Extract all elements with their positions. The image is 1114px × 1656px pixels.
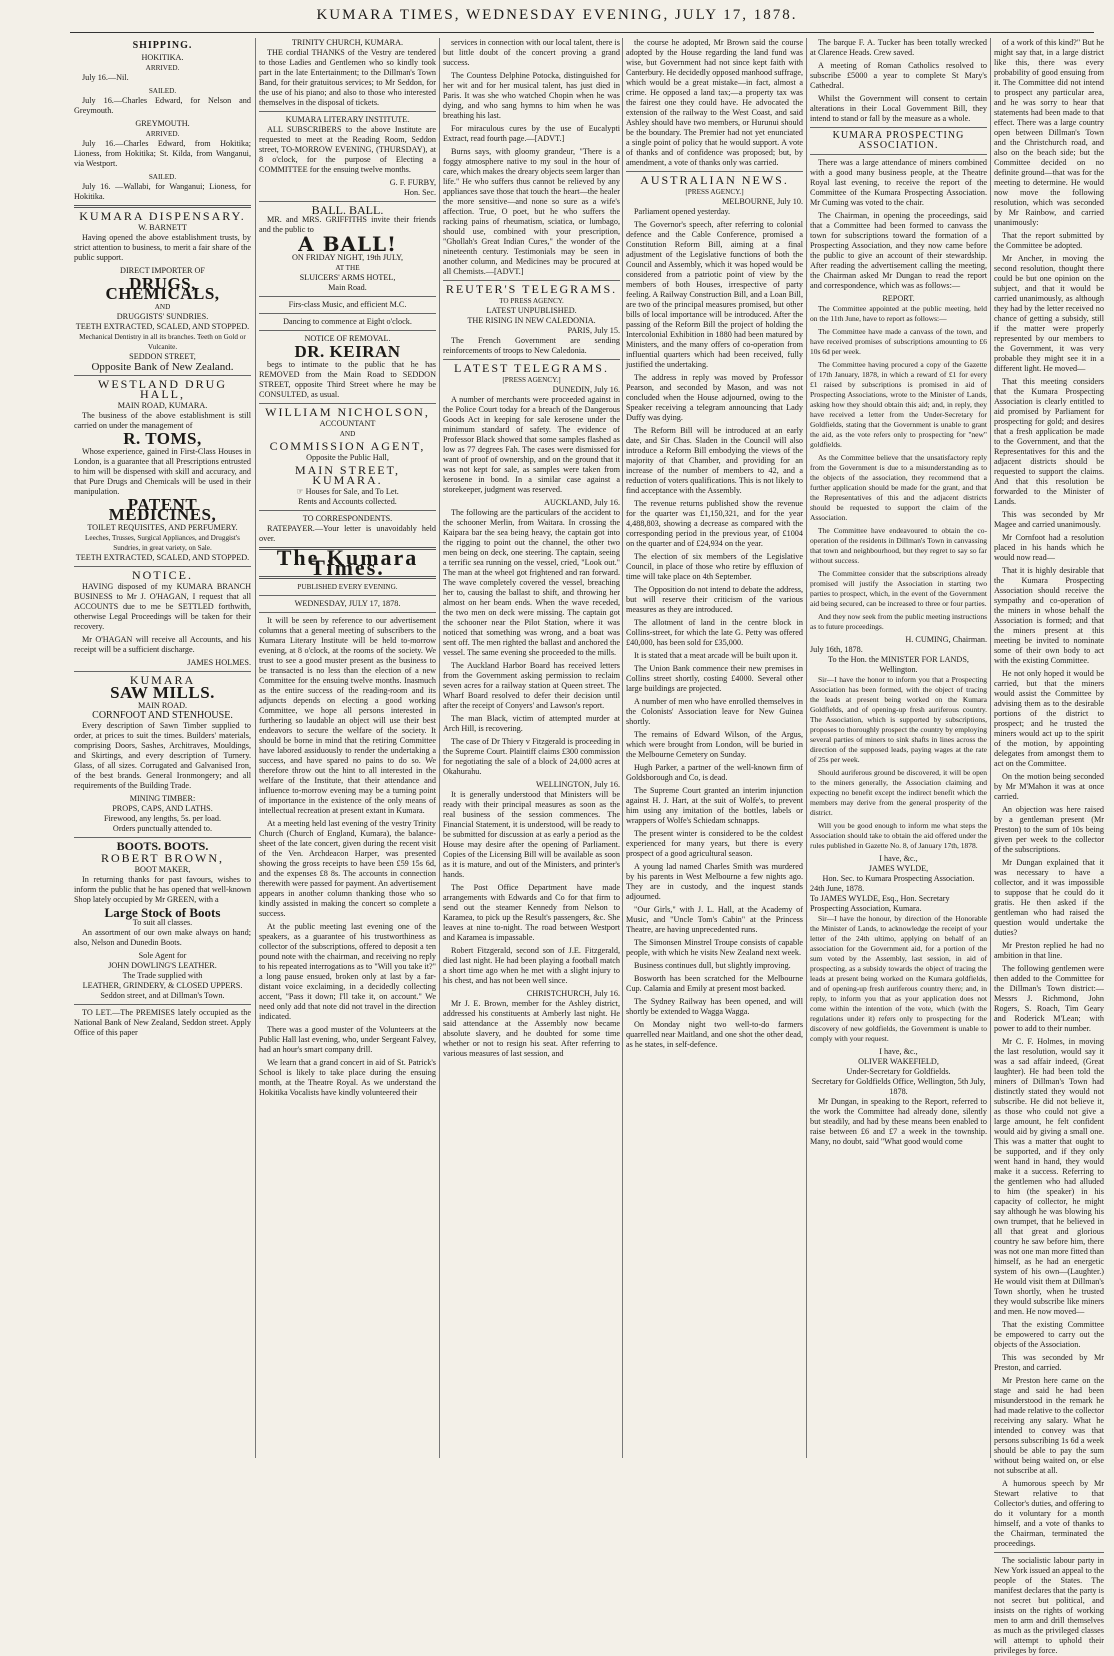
subhead: REPORT. — [882, 294, 915, 303]
article-text: The allotment of land in the centre block in Collins-street, for which the late G. Petty was offered £40,000, has been sold for £35,000. — [626, 618, 803, 647]
letter-text: Sir—I have the honour, by direction of the Honorable the Minister of Lands, to acknowledge the receipt of your letter of the 24th ultimo, applying on behalf of an association for the Government aid, for a portion of the sum voted by the Assembly, last session, in aid of prospecting, as a subsidy towards the object of tracing the leads at present being worked on the Kumara goldfields, and of opening-up fresh auriferous country there; and, in reply, to inform you that as your application does not come within the intention of the vote, which (with the regulations under it) refers only to prospecting for the discovery of new goldfields, the Government is unable to comply with your request. — [810, 914, 987, 1043]
ad-line: AT THE — [335, 264, 360, 272]
column-rule — [990, 38, 991, 1458]
article-text: The Simonsen Minstrel Troupe consists of capable people, with which he visits New Zealand next week. — [626, 938, 803, 957]
column-5 — [810, 38, 987, 1458]
ad-text: An assortment of our own make always on hand; also, Nelson and Dunedin Boots. — [74, 928, 251, 947]
divider — [259, 612, 436, 613]
resolution-text: That the existing Committee be empowered to carry out the objects of the Association. — [994, 1320, 1104, 1349]
article-text: Mr Dungan explained that it was necessary to have a collector, and it was impossible to suppose that he could do it gratis. He then asked if the gentleman who had raised the question would undertake the duties? — [994, 858, 1104, 937]
ad-line: JOHN DOWLING'S LEATHER. — [108, 961, 217, 970]
ad-name: W. BARNETT — [138, 223, 187, 232]
ad-line: SEDDON STREET, — [129, 352, 196, 361]
article-text: The Sydney Railway has been opened, and will shortly be extended to Wagga Wagga. — [626, 997, 803, 1016]
article-text: The case of Dr Thiery v Fitzgerald is proceeding in the Supreme Court. Plaintiff claims £300 commission for negotiating the sale of a block of 24,000 acres at Okahurahu. — [443, 737, 620, 776]
ad-text: Mr O'HAGAN will receive all Accounts, and his receipt will be a sufficient discharge. — [74, 635, 251, 654]
editorial-text: At the public meeting last evening one of the speakers, as a guarantee of his trustworthiness as collector of the subscriptions, offered to deposit a ten pound note with the chairman, and receiving no reply to his repeated interrogations as to "Will you take it?" a long pause ensued, broken only at last by a far-distant voice exclaiming, in a decidedly collecting accent, "Pass it down; I'll take it, on account." We need only add that note did not travel in the direction indicated. — [259, 922, 436, 1021]
letter-text: Will you be good enough to inform me what steps the Association should take to obtain the aid offered under the rules published in Gazette No. 8, of January 17th, 1878. — [810, 821, 987, 850]
ad-text: THE cordial THANKS of the Vestry are tendered to those Ladies and Gentlemen who so kindly took part in the late Entertainment; to the Dillman's Town Band, for their gratuitous services; to Mr Seddon, for the use of his piano; and also to those who interested themselves in the disposal of tickets. — [259, 48, 436, 107]
article-text: The address in reply was moved by Professor Pearson, and seconded by Mason, and was not concluded when the House adjourned, owing to the Speaker receiving a telegram announcing that Lady Duffy was dying. — [626, 373, 803, 422]
ad-text: MR. and MRS. GRIFFITHS invite their friends and the public to — [259, 215, 436, 234]
report-text: And they now seek from the public meeting instructions as to future proceedings. — [810, 612, 987, 631]
publication-line: PUBLISHED EVERY EVENING. — [297, 583, 398, 591]
dateline: PARIS, July 15. — [567, 326, 620, 335]
divider — [443, 280, 620, 281]
ad-line: LEATHER, GRINDERY, & CLOSED UPPERS. — [82, 981, 243, 990]
divider — [259, 510, 436, 511]
ad-display: PATENT MEDICINES, — [108, 495, 217, 524]
ad-line: Orders punctually attended to. — [112, 824, 213, 833]
article-text: The French Government are sending reinforcements of troops to New Caledonia. — [443, 336, 620, 355]
letter-text: Sir—I have the honor to inform you that a Prospecting Association has been formed, with the object of tracing the leads at present being worked on the Kumara Goldfields, and of opening-up fresh auriferous country. The Association, which is supported by subscriptions, proposes to thoroughly prospect the country by employing several parties of miners to sink shafts in lines across the direction of the supposed leads, paying wages at the rate of 25s per week. — [810, 675, 987, 764]
ad-line: TEETH EXTRACTED, SCALED, AND STOPPED. — [75, 322, 250, 331]
article-text: Robert Fitzgerald, second son of J.E. Fitzgerald, died last night. He had been playing a football match a short time ago when he met with a slight injury to his chest, and has not been well since. — [443, 946, 620, 985]
article-text: The Union Bank commence their new premises in Collins street shortly, costing £4000. Several other large buildings are projected. — [626, 664, 803, 693]
article-text: Hugh Parker, a partner of the well-known firm of Goldsborough and Co, is dead. — [626, 763, 803, 782]
ad-text: TO LET.—The PREMISES lately occupied as the National Bank of New Zealand, Seddon street. Apply Office of this paper — [74, 1008, 251, 1037]
subhead: [PRESS AGENCY.] — [502, 376, 561, 384]
column-rule — [255, 38, 256, 1458]
article-text: He not only hoped it would be carried, but that the miners would assist the Committee by advising them as to the desirable portions of the district to prospect; and he trusted the miners would act up to the spirit of the motion, by appointing delegates from amongst them to act on the Committee. — [994, 669, 1104, 768]
ad-line: Firewood, any lengths, 5s. per load. — [103, 814, 222, 823]
divider — [259, 595, 436, 596]
article-text: The Chairman, in opening the proceedings, said that a Committee had been formed to canvass the town for subscriptions toward the formation of a Prospecting Association, and they now came before the public to give an account of their stewardship. After reading the advertisement calling the meeting, the Chairman asked Mr Dungan to read the report and correspondence, which was as follows:— — [810, 211, 987, 290]
ad-line: COMMISSION AGENT, — [269, 439, 426, 453]
dateline: WELLINGTON, July 16. — [536, 780, 620, 789]
ad-heading: NOTICE OF REMOVAL. — [304, 334, 391, 343]
divider — [74, 1004, 251, 1005]
resolution-text: That the report submitted by the Committee be adopted. — [994, 231, 1104, 250]
divider — [443, 359, 620, 360]
column-6 — [994, 38, 1104, 1655]
article-text: The barque F. A. Tucker has been totally wrecked at Clarence Heads. Crew saved. — [810, 38, 987, 57]
column-rule — [806, 38, 807, 1458]
ad-text: Having opened the above establishment trusts, by strict attention to business, to merit a fair share of the public support. — [74, 233, 251, 262]
ad-line: The Trade supplied with — [122, 971, 203, 980]
article-text: Mr J. E. Brown, member for the Ashley district, addressed his constituents at Amberly last night. He said attendance at the Assembly now became absolute slavery, and he doubted for some time whether or not to resign his seat. After referring to various measures of last session, and — [443, 999, 620, 1058]
divider — [994, 1552, 1104, 1553]
shipping-entry: July 16. —Wallabi, for Wanganui; Lioness, for Hokitika. — [74, 182, 251, 201]
ad-heading: KUMARA LITERARY INSTITUTE. — [285, 115, 410, 124]
ad-line: PROPS, CAPS, AND LATHS. — [112, 804, 213, 813]
dateline: WEDNESDAY, JULY 17, 1878. — [294, 599, 401, 608]
article-text: The present winter is considered to be the coldest experienced for many years, but there is every prospect of a good agricultural season. — [626, 829, 803, 858]
article-text: On Monday night two well-to-do farmers quarrelled near Maitland, and one shot the other dead, as he states, in self-defence. — [626, 1020, 803, 1049]
shipping-entry: July 16.—Charles Edward, from Hokitika; Lioness, from Hokitika; St. Kilda, from Wanganui, via Westport. — [74, 139, 251, 168]
hand-pointer-icon: ☞ — [296, 487, 306, 496]
ad-line: Rents and Accounts collected. — [298, 497, 397, 506]
ad-text: Every description of Sawn Timber supplied to order, at prices to suit the times. Builders' materials, comprising Doors, Sashes, Architraves, Mouldings, and Skirtings, and every description of Turnery. Glass, of all sizes. Corrugated and Galvanised Iron, of the best brands. General Ironmongery; and all requirements of the Building Trade. — [74, 721, 251, 790]
ad-display: R. TOMS, — [123, 429, 202, 448]
editorial-text: At a meeting held last evening of the vestry Trinity Church (Church of England, Kumara), the balance-sheet of the late concert, given during the recent visit of the Ven. Archdeacon Harper, was presented showing the gross receipts to have been £59 15s 6d, and the expenses £8 8s. The accounts in connection therewith were passed for payment. An advertisement appears in another column thanking those who so kindly assisted in making the concert so complete a success. — [259, 819, 436, 918]
divider — [259, 403, 436, 404]
ad-line: CORNFOOT AND STENHOUSE. — [92, 710, 233, 721]
dateline: DUNEDIN, July 16. — [552, 385, 620, 394]
ad-heading: KUMARA — [129, 673, 196, 687]
divider — [74, 375, 251, 376]
report-text: As the Committee believe that the unsatisfactory reply from the Government is due to a misunderstanding as to the objects of the association, they recommend that a further application should be made for the grant, and that the Representatives of this and the adjacent districts should be requested to support the claim of the Association. — [810, 453, 987, 522]
ad-line: SLUICERS' ARMS HOTEL, — [299, 273, 396, 282]
article-text: The man Black, victim of attempted murder at Arch Hill, is recovering. — [443, 714, 620, 733]
article-text: The Reform Bill will be introduced at an early date, and Sir Chas. Sladen in the Council will also introduce a Reform Bill embodying the views of the majority of that Chamber, and providing for an increase of the number of members to 42, and a reduction of voters qualifications. This is not likely to find acceptance with the Assembly. — [626, 426, 803, 495]
ad-line: Main Road. — [328, 283, 367, 292]
article-text: services in connection with our local talent, there is but little doubt of the concert proving a grand success. — [443, 38, 620, 67]
ad-line: MAIN ROAD, KUMARA. — [117, 401, 208, 410]
divider — [626, 171, 803, 172]
report-text: The Committee having procured a copy of the Gazette of 17th January, 1878, in which a reward of £1 for every £1 raised by subscriptions is promised in aid of Prospecting Associations, wrote to the Minister of Lands, asking how they should obtain this aid; and, in reply, they have received a letter from the Under-Secretary for Goldfields, stating that the Government is unable to grant the aid, as the vote refers only to prospecting for "new" goldfields. — [810, 360, 987, 449]
ad-line: TEETH EXTRACTED, SCALED, AND STOPPED. — [75, 553, 250, 562]
article-text: Burns says, with gloomy grandeur, "There is a foggy atmosphere native to my soul in the hour of care, which makes the dreary objects seem larger than life." He who suffers thus cannot be relieved by any appliances save those that touch the heart—the healer the more sensitive—and none so sure as a wife's affection. True, O poet, but he who suffers the racking pains of rheumatism, sciatica, or lumbago, should use, combined with your prescription, "Ghollah's Great Indian Cures," the wonder of the nineteenth century. Testimonials may be seen in another column, and Medicines may be procured at all Chemists.—[ADVT.] — [443, 147, 620, 276]
article-text: It is generally understood that Ministers will be ready with their principal measures as soon as the real business of the session commences. The Financial Statement, it is understood, will be ready to be submitted for discussion at as early a period as the House may desire after the opening of Parliament. Copies of the Licensing Bill will be available as soon as it is mature, and out of the Ministers, and printer's hands. — [443, 790, 620, 879]
report-text: The Committee appointed at the public meeting, held on the 11th June, have to report as follows:— — [810, 304, 987, 323]
article-text: The Supreme Court granted an interim injunction against H. J. Hart, at the suit of Wolfe's, to prevent him using any imitation of the bottles, labels or wrappers of Wolfe's Schiedam schnapps. — [626, 786, 803, 825]
editorial-text: We learn that a grand concert in aid of St. Patrick's School is likely to take place during the ensuing month, at the Theatre Royal. As we understand the Hokitika Vocalists have kindly volunteered their — [259, 1058, 436, 1097]
article-text: The Countess Delphine Potocka, distinguished for her wit and for her musical talent, has just died in Paris. It was she who watched Chopin when he was dying, and who sang hymns to him when he was breathing his last. — [443, 71, 620, 120]
ad-line: MAIN STREET, KUMARA. — [294, 463, 401, 487]
ad-heading: WILLIAM NICHOLSON, — [265, 405, 430, 419]
shipping-heading: SHIPPING. — [132, 40, 193, 51]
ad-line: TOILET REQUISITES, AND PERFUMERY. — [87, 523, 238, 532]
article-text: The following gentlemen were then added to the Committee for the Dillman's Town district:—Messrs J. Richmond, John Rogers, S. Roach, Tim Geary and Roderick M'Lean; with power to add to their number. — [994, 964, 1104, 1033]
article-text: Mr Ancher, in moving the second resolution, thought there could be but one opinion on the subject, and that it would be carried unanimously, as although they had by the letter received no chance of getting a subsidy, still if the matter were properly represented by our members to the Government, it was very probable they might see it in a different light. He moved— — [994, 254, 1104, 373]
signature: H. CUMING, Chairman. — [905, 635, 987, 644]
article-text: Mr C. F. Holmes, in moving the last resolution, would say it was a sad affair indeed, (Great laughter). He had been told the miners of Dillman's Town had distinctly stated they would not subscribe. He did not believe it, as those who could not give a large amount, he felt confident would aid by giving a small one. This was a matter that ought to be supported, and if they only went hand in hand, they would make it a success. Referring to the gentlemen who had alluded to him (the speaker) in his capacity of collector, he might say although he was blowing his own trumpet, that he believed in all that great and glorious country he saw before him, there was not one man more fitted than himself, as he had an energetic system of his own—(Laughter.) He would visit them at Dillman's Town shortly, when he trusted they would subscribe like miners and men. He now moved— — [994, 1037, 1104, 1316]
report-text: The Committee have made a canvass of the town, and have received promises of subscriptions amounting to £6 10s 6d per week. — [810, 327, 987, 356]
article-text: Mr Cornfoot had a resolution placed in his hands which he would now read— — [994, 533, 1104, 562]
port-heading: GREYMOUTH. — [135, 119, 190, 128]
subhead: SAILED. — [148, 87, 177, 95]
ad-line: Mechanical Dentistry in all its branches. Teeth on Gold or Vulcanite. — [79, 333, 246, 351]
article-text: A humorous speech by Mr Stewart relative to that Collector's duties, and offering to do it voluntary for a month himself, and a vote of thanks to the Chairman, terminated the proceedings. — [994, 1479, 1104, 1548]
ad-display: DR. KEIRAN — [294, 342, 401, 361]
article-text: This was seconded by Mr Magee and carried unanimously. — [994, 510, 1104, 529]
letter-address: To JAMES WYLDE, Esq., Hon. Secretary Prospecting Association, Kumara. — [810, 894, 950, 913]
ad-text: begs to intimate to the public that he has REMOVED from the Main Road to SEDDON STREET, opposite Third Street where he may be CONSULTED, as usual. — [259, 360, 436, 399]
divider — [810, 154, 987, 155]
ad-text: RATEPAYER.—Your letter is unavoidably held over. — [259, 524, 436, 543]
ad-text: The business of the above establishment is still carried on under the management of — [74, 411, 251, 430]
article-text: Mr Preston here came on the stage and said he had been misunderstood in the remark he had made relative to the collector receiving any salary. What he intended to convey was that persons subscribing 1s 6d a week should be able to pay the sum without being waited on, or else not subscribe at all. — [994, 1376, 1104, 1475]
article-text: A young lad named Charles Smith was murdered by his parents in West Melbourne a few nights ago. They are in custody, and the inquest stands adjourned. — [626, 862, 803, 901]
article-text: It is stated that a meat arcade will be built upon it. — [634, 651, 798, 660]
article-text: The election of six members of the Legislative Council, in place of those who retire by effluxion of time will take place on 4th September. — [626, 552, 803, 581]
column-rule — [439, 38, 440, 1458]
column-2 — [259, 38, 436, 1458]
column-3 — [443, 38, 620, 1458]
article-text: The Auckland Harbor Board has received letters from the Government asking permission to reclaim seven acres for a railway station at Queen street. The Wharf Board resolved to defer their decision until after the receipt of Conyers' and Lawson's report. — [443, 661, 620, 710]
newspaper-banner: The Kumara Times. — [276, 545, 419, 580]
ad-heading: BALL. BALL. — [311, 203, 384, 217]
article-text: For miraculous cures by the use of Eucalypti Extract, read fourth page.—[ADVT.] — [443, 124, 620, 143]
signature-title: Under-Secretary for Goldfields. — [846, 1067, 951, 1076]
ad-text: HAVING disposed of my KUMARA BRANCH BUSINESS to Mr J. O'HAGAN, I request that all ACCOUNTS due to me be SETTLED forthwith, otherwise Legal Proceedings will be taken for their recovery. — [74, 582, 251, 631]
ad-display: SAW MILLS. — [110, 683, 215, 702]
ad-line — [259, 487, 436, 497]
subhead: THE RISING IN NEW CALEDONIA. — [467, 316, 596, 325]
subhead: LATEST UNPUBLISHED. — [486, 306, 577, 315]
ad-line: Leeches, Trusses, Surgical Appliances, and Druggist's Sundries, in great variety, on Sale. — [85, 534, 240, 552]
masthead: KUMARA TIMES, WEDNESDAY EVENING, JULY 17, 1878. — [316, 7, 798, 23]
ad-heading: BOOTS. BOOTS. — [116, 839, 209, 853]
ad-heading: ROBERT BROWN, — [100, 851, 225, 865]
dateline: AUCKLAND, July 16. — [544, 498, 620, 507]
article-text: Whilst the Government will consent to certain alterations in their Local Government Bill, they intend to stand or fall by the measure as a whole. — [810, 94, 987, 123]
article-text: The Post Office Department have made arrangements with Edwards and Co for that firm to send out the steamer Kennedy from Nelson to Karamea, to pick up the Result's passengers, &c. She leaves at nine to-night. The road between Westport and Karamea is impassable. — [443, 883, 620, 942]
column-1 — [74, 38, 251, 1458]
ad-text: In returning thanks for past favours, wishes to inform the public that he has opened that well-known Shop lately occupied by Mr GREEN, with a — [74, 875, 251, 904]
letter-date: July 16th, 1878. — [810, 645, 863, 654]
report-text: The Committee have endeavoured to obtain the co-operation of the residents in Dillman's Town in canvassing that town and neighbourhood, but they regret to say so far without success. — [810, 526, 987, 565]
ad-signature: JAMES HOLMES. — [187, 658, 251, 667]
ad-line: Firs-class Music, and efficient M.C. — [288, 300, 407, 309]
shipping-entry: July 16.—Nil. — [82, 73, 129, 82]
editorial-text: There was a good muster of the Volunteers at the Public Hall last evening, who, under Sergeant Falvey, had an hour's smart company drill. — [259, 1025, 436, 1054]
ad-text: Whose experience, gained in First-Class Houses in London, is a guarantee that all Prescriptions entrusted to him will be dispensed with skill and accuracy, and that Pure Drugs and Chemicals will be used in their manipulation. — [74, 447, 251, 496]
ad-line: To suit all classes. — [132, 918, 193, 927]
article-text: This was seconded by Mr Preston, and carried. — [994, 1353, 1104, 1372]
report-text: The Committee consider that the subscriptions already promised will justify the Association in starting two parties to prospect, which, in the event of the Government aid being secured, can be increased to three or four parties. — [810, 569, 987, 608]
article-text: Mr Preston replied he had no ambition in that line. — [994, 941, 1104, 960]
ad-line: MAIN ROAD. — [137, 701, 188, 710]
subhead: [PRESS AGENCY.] — [685, 188, 744, 196]
ad-display: DRUGS, CHEMICALS, — [105, 274, 220, 303]
ad-line: Dancing to commence at Eight o'clock. — [283, 317, 412, 326]
ad-line: AND — [154, 303, 171, 311]
dateline: MELBOURNE, July 10. — [722, 197, 803, 206]
article-text: Bosworth has been scratched for the Melbourne Cup. Calamia and Emily at present most backed. — [626, 974, 803, 993]
letter-text: Should auriferous ground be discovered, it will be open to the miners generally, the Association claiming and expecting no benefit except the indirect benefit which the members may derive from the general prosperity of the district. — [810, 768, 987, 817]
divider — [74, 566, 251, 567]
signature-title: Secretary for Goldfields Office, Wellington, 5th July, 1878. — [811, 1077, 986, 1096]
ad-line: Sole Agent for — [138, 951, 187, 960]
article-text: of a work of this kind?" But he might say that, in a large district like this, there was every probability of good ensuing from it. The Committee did not intend to prospect any particular area, and he was sorry to hear that statements had been made to that effect. There was a large country open between Dillman's Town and the Christchurch road, and also on the beach side; but the Committee decided on no definite ground—that was for the meeting to determine. He would now move the following resolution, which was seconded by Mr Rainbow, and carried unanimously: — [994, 38, 1104, 227]
column-4 — [626, 38, 803, 1458]
resolution-text: That this meeting considers that the Kumara Prospecting Association is clearly entitled to aid promised by Parliament for prospecting for gold; and desires that a fresh application be made to the Government, and that the Representatives for this and the adjacent districts should be requested to support the claims. And that this resolution be forwarded to the Minister of Lands. — [994, 377, 1104, 506]
ad-signature: Hon. Sec. — [403, 188, 436, 197]
section-heading: AUSTRALIAN NEWS. — [640, 173, 789, 187]
article-text: A meeting of Roman Catholics resolved to subscribe £5000 a year to complete St Mary's Cathedral. — [810, 61, 987, 90]
port-heading: HOKITIKA. — [141, 53, 184, 62]
ad-line: Opposite Bank of New Zealand. — [91, 361, 234, 373]
divider — [259, 201, 436, 202]
subhead: SAILED. — [148, 173, 177, 181]
ad-line: ON FRIDAY NIGHT, 19th JULY, — [291, 253, 404, 262]
editorial-text: It will be seen by reference to our advertisement columns that a general meeting of subscribers to the Kumara Literary Institute will be held to-morrow evening, at 8 o'clock, at the rooms of the society. We trust to see a good muster present as the business to be transacted is no less than the election of a new Committee for the ensuing twelve months. Inasmuch as the entire success of the reading-room and its adjuncts depends on electing a good working Committee, we hope all persons interested in furthering so laudable an object will use their best endeavors to secure the welfare of the society. It should be borne in mind that the retiring Committee have labored assiduously to render the undertaking a success, and have spared no pains to do so. We therefore throw out the hint to all interested in the welfare of the Institute, that their attendance and influence to-morrow evening may be a turning point of importance in the existence of the only means of intellectual recreation at present extant in Kumara. — [259, 616, 436, 815]
signature: OLIVER WAKEFIELD, — [858, 1057, 939, 1066]
article-text: There was a large attendance of miners combined with a good many business people, at the Theatre Royal last evening, to receive the report of the Committee of the Kumara Prospecting Association. Mr Cuming was voted to the chair. — [810, 158, 987, 207]
resolution-text: That it is highly desirable that the Kumara Prospecting Association should receive the sympathy and co-operation of the miners in whose behalf the Association is formed; and that the miners present at this meeting be invited to nominate some of their own body to act with the existing Committee. — [994, 566, 1104, 665]
shipping-entry: July 16.—Charles Edward, for Nelson and Greymouth. — [74, 96, 251, 115]
letter-closing: I have, &c., — [879, 1047, 918, 1056]
divider — [74, 205, 251, 208]
ad-display: A BALL! — [298, 232, 397, 256]
article-text: Parliament opened yesterday. — [634, 207, 731, 216]
subhead: TO PRESS AGENCY. — [499, 297, 564, 305]
article-text: Mr Dungan, in speaking to the Report, referred to the work the Committee had already done, silently but steadily, and had by these means been enabled to raise between £6 and £7 a week in the township. Many, no doubt, said "What good would come — [810, 1097, 987, 1146]
article-text: The Governor's speech, after referring to colonial defence and the Cable Conference, promised a Constitution Reform Bill, aiming at a final adjustment of the Legislative functions of both the Council and Assembly, which it was hoped would be considered from a patriotic point of view by the members of both Houses, irrespective of party feeling. A Railway Construction Bill, and a Loan Bill, are two of the principal measures promised, but other bills of local importance will be introduced. After the passing of the Reform Bill the project of holding the Intercolonial Exhibition in 1880 had been matured by Ministers, and the many offers of co-operation from influential quarters which had been received, fully justified the undertaking. — [626, 220, 803, 369]
ad-heading: KUMARA DISPENSARY. — [79, 209, 246, 223]
ad-heading: NOTICE. — [132, 568, 193, 582]
article-text: A number of merchants were proceeded against in the Police Court today for a breach of the Dangerous Goods Act in keeping for sale kerosene under the minimum standard of safety. The evidence of Professor Black showed that some samples flashed as low as 77 degrees Fah. The cases were dismissed for want of proof of ownership, and on the ground that it was not kept for sale, as samples were taken from kerosene in bond. In a similar case against a storekeeper, judgment was reserved. — [443, 395, 620, 494]
letter-address: To the Hon. the MINISTER FOR LANDS, Wellington. — [828, 655, 969, 674]
ad-line: Opposite the Public Hall, — [306, 453, 389, 462]
ad-heading: TRINITY CHURCH, KUMARA. — [291, 38, 404, 47]
ad-text: ALL SUBSCRIBERS to the above Institute are requested to meet at the Reading Room, Seddon street, TO-MORROW EVENING, (THURSDAY), at 8 o'clock, for the purpose of Electing a COMMITTEE for the ensuing twelve months. — [259, 125, 436, 174]
article-text: The remains of Edward Wilson, of the Argus, which were brought from London, will be buried in the Melbourne Cemetery on Sunday. — [626, 730, 803, 759]
article-text: The following are the particulars of the accident to the schooner Merlin, from Waitara. In crossing the Kaipara bar the sea being heavy, the captain got into the rigging to point out the channel, the other two men being on deck, one steering. The captain, seeing a terrific sea running on the vessel, cried, "Look out." The man at the wheel got frightened and ran forward. The wave completely covered the vessel, breaching her to, causing the ballast to shift, and throwing her almost on her beam ends. When the wave receded, the two men on deck were missing. The captain got the schooner near the Pilot Station, where it was noticed that something was wrong, and a boat was sent off. The men righted the ballast and anchored the vessel. The same evening she proceeded to the mills. — [443, 508, 620, 657]
ad-heading: TO CORRESPONDENTS. — [302, 514, 393, 523]
divider — [259, 313, 436, 314]
ad-line: DRUGGISTS' SUNDRIES. — [116, 312, 209, 321]
ad-heading: WESTLAND DRUG HALL, — [98, 377, 227, 401]
subhead: ARRIVED. — [145, 64, 180, 72]
divider — [259, 111, 436, 112]
letter-closing: I have, &c., — [879, 854, 918, 863]
article-text: Business continues dull, but slightly improving. — [634, 961, 791, 970]
subhead: ARRIVED. — [145, 130, 180, 138]
article-text: The revenue returns published show the revenue for the quarter was £1,150,321, and for the year 4,488,803, showing a decrease as compared with the corresponding period in the previous year, of £1004 on the quarter and of £24,934 on the year. — [626, 499, 803, 548]
article-text: On the motion being seconded by Mr M'Mahon it was at once carried. — [994, 772, 1104, 801]
ad-line: BOOT MAKER, — [134, 865, 191, 874]
divider — [74, 671, 251, 672]
top-rule — [70, 32, 1094, 33]
ad-line: DIRECT IMPORTER OF — [120, 266, 205, 275]
column-rule — [622, 38, 623, 1458]
dateline: CHRISTCHURCH, July 16. — [526, 989, 620, 998]
divider — [74, 837, 251, 838]
article-text: The socialistic labour party in New York issued an appeal to the people of the States. The manifest declares that the party is not secret but political, and insists on the rights of working men to arm and drill themselves as much as the privileged classes will attempt to uphold their privileges by force. — [994, 1556, 1104, 1655]
signature-title: Hon. Sec. to Kumara Prospecting Association. — [822, 874, 975, 883]
ad-line-text: Houses for Sale, and To Let. — [305, 487, 399, 496]
ad-display: Large Stock of Boots — [104, 905, 221, 920]
section-heading: KUMARA PROSPECTING ASSOCIATION. — [832, 130, 965, 151]
signature: JAMES WYLDE, — [868, 864, 929, 873]
article-text: "Our Girls," with J. L. Hall, at the Academy of Music, and "Uncle Tom's Cabin" at the Princess Theatre, are having unprecedented runs. — [626, 905, 803, 934]
section-heading: LATEST TELEGRAMS. — [454, 361, 609, 375]
ad-line: ACCOUNTANT — [319, 419, 376, 428]
ad-signature: G. F. FURBY, — [389, 178, 436, 187]
section-heading: REUTER'S TELEGRAMS. — [445, 282, 618, 296]
letter-date: 24th June, 1878. — [810, 884, 865, 893]
divider — [259, 330, 436, 331]
ad-line: AND — [339, 430, 356, 438]
ad-line: Seddon street, and at Dillman's Town. — [100, 991, 225, 1000]
article-text: the course he adopted, Mr Brown said the course adopted by the House regarding the land fund was wise, but Government had not since kept faith with Canterbury. He decidedly opposed manhood suffrage, which would be a great mistake—in fact, almost a crime. He opposed a land tax;—a property tax was the fairest one they could have. He advocated the extension of the railway to the West Coast, and said Ashley should have two members, or Hurunui should be the boundary. The Premier had not yet enunciated a single point of policy that he would support. A vote of thanks and of confidence was proposed; but, by amendment, a vote of thanks only was carried. — [626, 38, 803, 167]
ad-line: MINING TIMBER: — [129, 794, 196, 803]
article-text: A number of men who have enrolled themselves in the Colonists' Association leave for New Guinea shortly. — [626, 697, 803, 726]
divider — [810, 127, 987, 128]
divider — [259, 296, 436, 297]
article-text: The Opposition do not intend to debate the address, but will reserve their criticism of the various measures as they are introduced. — [626, 585, 803, 614]
article-text: An objection was here raised by a gentleman present (Mr Preston) to the sum of 10s being given per week to the collector of the subscriptions. — [994, 805, 1104, 854]
